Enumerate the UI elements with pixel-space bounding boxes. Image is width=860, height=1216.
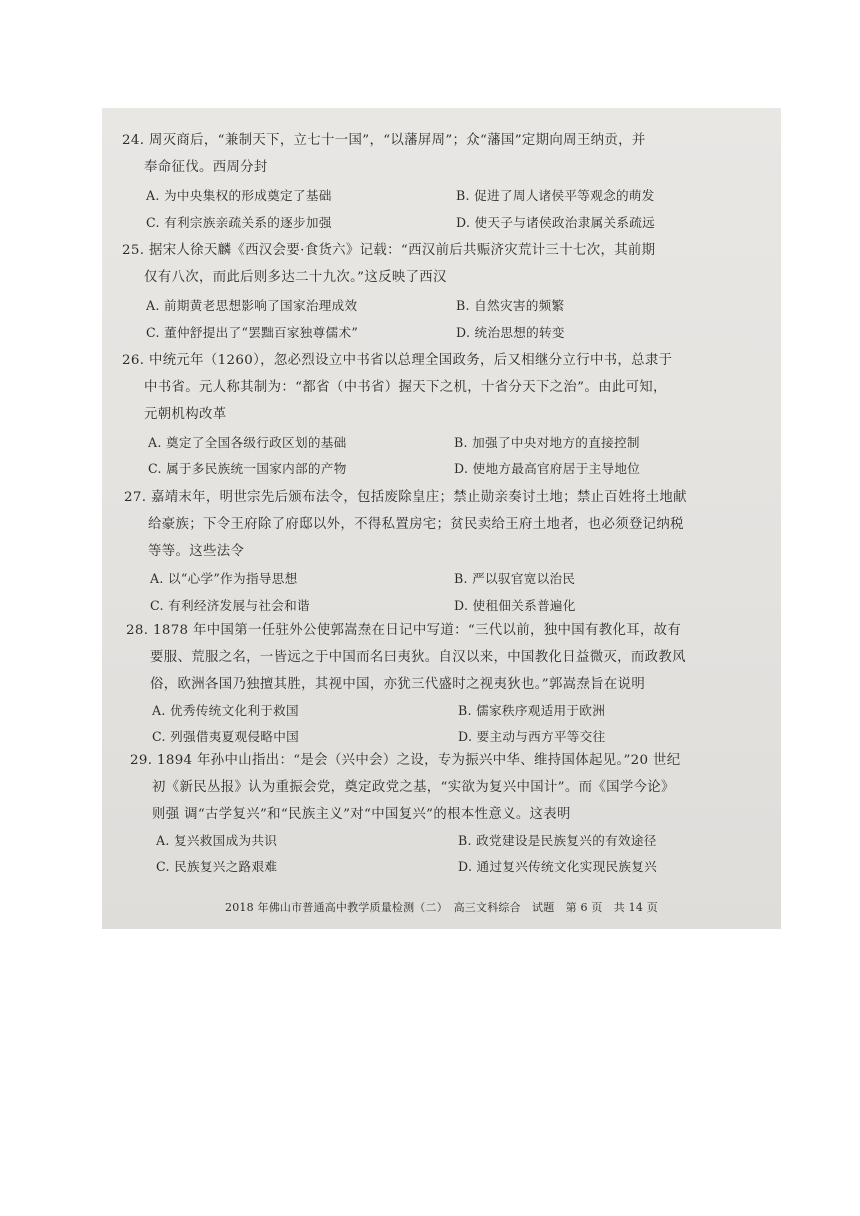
question-27-stem-line-1: 27. 嘉靖末年，明世宗先后颁布法令，包括废除皇庄；禁止勋亲奏讨土地；禁止百姓将土地献 [124,490,687,505]
question-29-stem-line-2: 初《新民丛报》认为重振会党，奠定政党之基，“实欲为复兴中国计”。而《国学今论》 [152,780,675,795]
question-24-option-b: B. 促进了周人诸侯平等观念的萌发 [456,188,655,203]
question-28-stem-line-3: 俗，欧洲各国乃独擅其胜，其视中国，亦犹三代盛时之视夷狄也。”郭嵩焘旨在说明 [150,677,646,692]
question-25-option-a: A. 前期黄老思想影响了国家治理成效 [146,298,358,313]
question-26-option-d: D. 使地方最高官府居于主导地位 [454,461,641,476]
question-26-stem-line-2: 中书省。元人称其制为：“都省（中书省）握天下之机，十省分天下之治”。由此可知， [144,380,667,395]
question-24-option-c: C. 有利宗族亲疏关系的逐步加强 [146,215,332,230]
question-25-option-b: B. 自然灾害的频繁 [456,298,565,313]
question-28-stem-line-1: 28. 1878 年中国第一任驻外公使郭嵩焘在日记中写道：“三代以前，独中国有教化耳，故有 [126,623,682,638]
question-25-stem-line-1: 25. 据宋人徐天麟《西汉会要·食货六》记载：“西汉前后共赈济灾荒计三十七次，其前期 [122,243,656,258]
question-28-option-b: B. 儒家秩序观适用于欧洲 [458,703,606,718]
question-26-option-b: B. 加强了中央对地方的直接控制 [454,435,640,450]
question-29-stem-line-3: 则强 调“古学复兴”和“民族主义”对“中国复兴”的根本性意义。这表明 [152,807,571,822]
question-26-stem-line-1: 26. 中统元年（1260），忽必烈设立中书省以总理全国政务，后又相继分立行中书，总隶于 [122,353,673,368]
question-27-option-c: C. 有利经济发展与社会和谐 [150,598,310,613]
question-27-stem-line-2: 给豪族；下令王府除了府邸以外，不得私置房宅；贫民卖给王府土地者，也必须登记纳税 [148,517,684,532]
question-27-option-b: B. 严以驭官宽以治民 [454,571,576,586]
question-26-option-a: A. 奠定了全国各级行政区划的基础 [148,435,347,450]
question-28-stem-line-2: 要服、荒服之名，一皆远之于中国而名曰夷狄。自汉以来，中国教化日益微灭，而政教风 [150,650,686,665]
question-28-option-a: A. 优秀传统文化利于救国 [152,703,299,718]
question-25-option-d: D. 统治思想的转变 [456,325,565,340]
question-25-stem-line-2: 仅有八次，而此后则多达二十九次。”这反映了西汉 [144,270,447,285]
question-26-option-c: C. 属于多民族统一国家内部的产物 [148,461,347,476]
question-29-option-b: B. 政党建设是民族复兴的有效途径 [458,833,657,848]
exam-page-photo [102,108,781,929]
question-28-option-d: D. 要主动与西方平等交往 [458,729,606,744]
question-28-option-c: C. 列强借夷夏观侵略中国 [152,729,300,744]
question-24-stem-line-2: 奉命征伐。西周分封 [144,160,268,175]
question-25-option-c: C. 董仲舒提出了“罢黜百家独尊儒术” [146,325,359,340]
question-29-option-a: A. 复兴救国成为共识 [156,833,278,848]
question-27-stem-line-3: 等等。这些法令 [148,544,245,559]
question-29-stem-line-1: 29. 1894 年孙中山指出：“是会（兴中会）之设，专为振兴中华、维持国体起见。”20 世纪 [130,753,681,768]
question-29-option-c: C. 民族复兴之路艰难 [156,859,278,874]
question-27-option-d: D. 使租佃关系普遍化 [454,598,576,613]
question-24-option-a: A. 为中央集权的形成奠定了基础 [146,188,332,203]
question-27-option-a: A. 以“心学”作为指导思想 [150,571,298,586]
question-26-stem-line-3: 元朝机构改革 [144,407,227,422]
page-footer: 2018 年佛山市普通高中教学质量检测（二） 高三文科综合 试题 第 6 页 共 14 页 [225,901,658,914]
question-24-stem-line-1: 24. 周灭商后，“兼制天下，立七十一国”，“以藩屏周”；众“藩国”定期向周王纳贡，并 [122,133,646,148]
question-29-option-d: D. 通过复兴传统文化实现民族复兴 [458,859,658,874]
question-24-option-d: D. 使天子与诸侯政治隶属关系疏远 [456,215,656,230]
